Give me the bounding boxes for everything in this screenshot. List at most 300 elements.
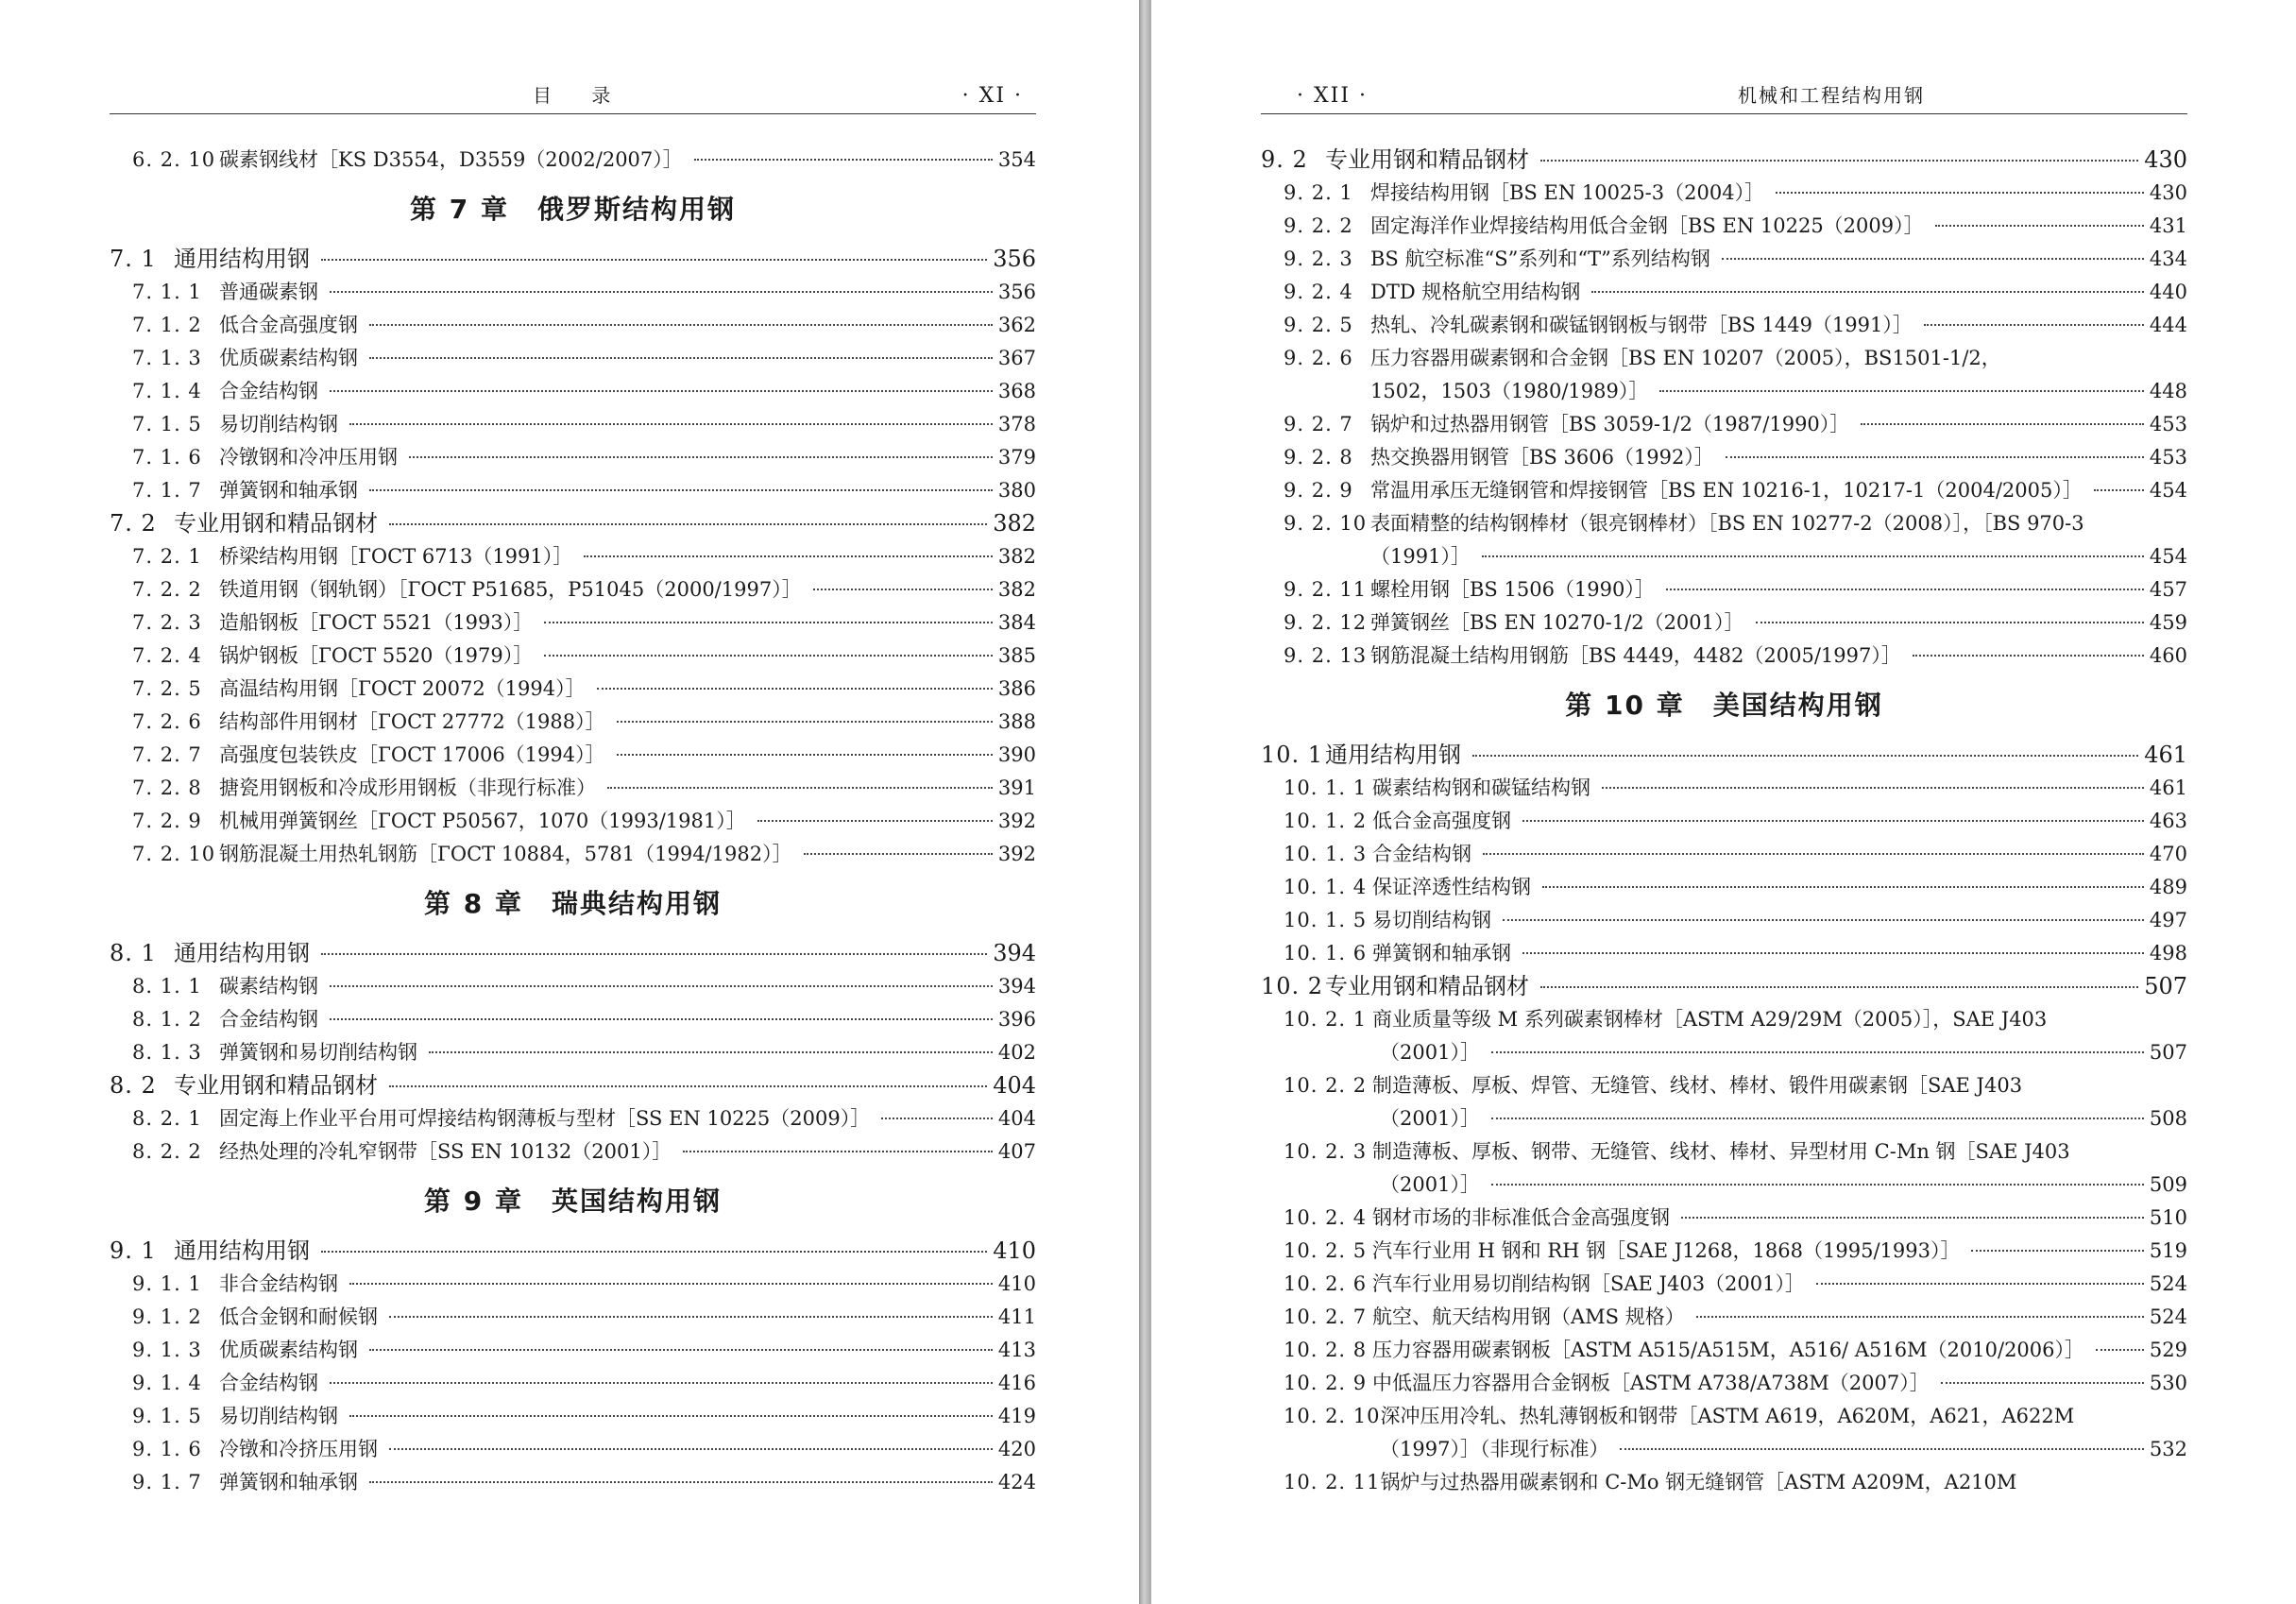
dot-leader <box>389 1085 987 1087</box>
entry-title: 通用结构用钢 <box>1325 742 1461 768</box>
dot-leader <box>813 589 993 590</box>
entry-page-number: 392 <box>997 810 1036 832</box>
entry-number: 9. 2. 1 <box>1284 181 1353 204</box>
entry-page-number: 392 <box>997 843 1036 865</box>
entry-title: 机械用弹簧钢丝［ГОСТ Р50567，1070（1993/1981）］ <box>219 810 746 832</box>
toc-subsection-entry[interactable] <box>110 1268 1036 1301</box>
entry-title: 专业用钢和精品钢材 <box>174 1072 378 1099</box>
dot-leader <box>349 1415 993 1417</box>
entry-title: 中低温压力容器用合金钢板［ASTM A738/A738M（2007）］ <box>1372 1372 1930 1394</box>
toc-subsection-entry[interactable] <box>110 706 1036 739</box>
toc-subsection-entry[interactable] <box>1261 1334 2187 1367</box>
entry-page-number: 460 <box>2149 644 2187 667</box>
entry-title: 1502，1503（1980/1989）］ <box>1370 380 1649 402</box>
toc-subsection-entry[interactable] <box>110 1301 1036 1334</box>
entry-title: 专业用钢和精品钢材 <box>1325 973 1529 999</box>
entry-page-number: 419 <box>997 1405 1036 1427</box>
entry-title: 通用结构用钢 <box>174 246 310 272</box>
entry-number: 9. 2. 11 <box>1284 578 1368 601</box>
entry-number: 8. 2. 2 <box>132 1140 202 1163</box>
entry-page-number: 378 <box>997 413 1036 435</box>
entry-number: 10. 1. 6 <box>1284 942 1368 964</box>
dot-leader <box>409 456 993 458</box>
entry-number: 7. 2. 9 <box>132 810 202 832</box>
entry-number: 7. 1. 4 <box>132 380 202 402</box>
entry-page-number: 390 <box>997 743 1036 766</box>
dot-leader <box>1522 820 2144 822</box>
entry-title: 普通碳素钢 <box>219 281 318 303</box>
dot-leader <box>369 1481 993 1483</box>
entry-number: 7. 1. 1 <box>132 281 202 303</box>
entry-title: 桥梁结构用钢［ГОСТ 6713（1991）］ <box>219 545 573 568</box>
toc-subsection-entry[interactable] <box>1261 1202 2187 1235</box>
dot-leader <box>804 853 993 855</box>
toc-subsection-entry[interactable] <box>1261 408 2187 441</box>
dot-leader <box>330 985 993 987</box>
entry-title: 弹簧钢和轴承钢 <box>219 479 358 502</box>
entry-page-number: 434 <box>2149 247 2187 270</box>
toc-section-entry[interactable] <box>110 1235 1036 1268</box>
entry-page-number: 508 <box>2149 1107 2187 1130</box>
toc-subsection-entry[interactable] <box>110 474 1036 507</box>
entry-title: 通用结构用钢 <box>174 1237 310 1264</box>
dot-leader <box>1681 1217 2144 1219</box>
entry-title: 冷镦和冷挤压用钢 <box>219 1438 378 1460</box>
toc-subsection-entry[interactable] <box>1261 937 2187 970</box>
entry-title: 专业用钢和精品钢材 <box>174 510 378 537</box>
entry-title: 锅炉和过热器用钢管［BS 3059-1/2（1987/1990）］ <box>1370 413 1850 435</box>
entry-title: 钢筋混凝土结构用钢筋［BS 4449，4482（2005/1997）］ <box>1370 644 1901 667</box>
entry-number: 7. 1 <box>110 246 157 272</box>
entry-title: 合金结构钢 <box>1372 843 1471 865</box>
dot-leader <box>1941 1382 2144 1384</box>
toc-entry-continuation[interactable] <box>1261 375 2187 408</box>
entry-number: 7. 2. 7 <box>132 743 202 766</box>
toc-subsection-entry[interactable] <box>1261 606 2187 640</box>
right-page-header <box>1261 83 2187 114</box>
header-title: 目 录 <box>533 84 628 107</box>
toc-subsection-entry[interactable] <box>1261 1367 2187 1400</box>
entry-title: DTD 规格航空用结构钢 <box>1370 281 1581 303</box>
entry-title: 通用结构用钢 <box>174 940 310 966</box>
dot-leader <box>1935 225 2144 227</box>
entry-number: 7. 2. 5 <box>132 677 202 700</box>
entry-number: 9. 2. 4 <box>1284 281 1353 303</box>
toc-subsection-entry[interactable] <box>110 640 1036 673</box>
toc-subsection-entry[interactable] <box>1261 1301 2187 1334</box>
toc-section-entry[interactable] <box>1261 970 2187 1003</box>
toc-section-entry[interactable] <box>110 507 1036 540</box>
dot-leader <box>617 721 993 723</box>
entry-number: 10. 2. 5 <box>1284 1239 1368 1262</box>
dot-leader <box>1591 291 2144 293</box>
entry-title: 合金结构钢 <box>219 1008 318 1031</box>
dot-leader <box>584 555 993 557</box>
dot-leader <box>389 1316 993 1318</box>
chapter-heading: 第 7 章 俄罗斯结构用钢 <box>410 194 736 225</box>
dot-leader <box>1540 986 2138 988</box>
entry-number: 10. 1. 3 <box>1284 843 1368 865</box>
toc-subsection-entry[interactable] <box>110 540 1036 573</box>
dot-leader <box>757 820 993 822</box>
entry-number: 10. 1 <box>1261 742 1324 768</box>
entry-number: 7. 2. 8 <box>132 776 202 799</box>
entry-number: 9. 2. 10 <box>1284 512 1368 535</box>
header-page-number: · XI · <box>961 84 1023 108</box>
toc-subsection-entry[interactable] <box>110 970 1036 1003</box>
entry-page-number: 424 <box>997 1471 1036 1493</box>
entry-number: 10. 2. 2 <box>1284 1074 1368 1097</box>
entry-page-number: 510 <box>2149 1206 2187 1229</box>
toc-subsection-entry[interactable] <box>110 1102 1036 1135</box>
dot-leader <box>1491 1184 2144 1186</box>
entry-number: 9. 2. 3 <box>1284 247 1353 270</box>
dot-leader <box>369 489 993 491</box>
entry-title: 螺栓用钢［BS 1506（1990）］ <box>1370 578 1655 601</box>
entry-page-number: 407 <box>997 1140 1036 1163</box>
entry-number: 10. 2. 6 <box>1284 1272 1368 1295</box>
toc-subsection-entry[interactable] <box>110 573 1036 606</box>
entry-number: 9. 1. 6 <box>132 1438 202 1460</box>
entry-page-number: 507 <box>2149 1041 2187 1064</box>
entry-page-number: 380 <box>997 479 1036 502</box>
dot-leader <box>1861 423 2144 425</box>
entry-number: 8. 2 <box>110 1072 157 1099</box>
entry-title: 压力容器用碳素钢板［ASTM A515/A515M，A516/ A516M（2010/2006）］ <box>1372 1339 2085 1361</box>
entry-title: （2001）］ <box>1380 1041 1480 1064</box>
toc-entry-continuation[interactable] <box>1261 1036 2187 1069</box>
dot-leader <box>1816 1283 2144 1285</box>
toc-subsection-entry[interactable] <box>110 1334 1036 1367</box>
entry-title: 焊接结构用钢［BS EN 10025-3（2004）］ <box>1370 181 1765 204</box>
entry-number: 6. 2. 10 <box>132 148 216 171</box>
dot-leader <box>369 1349 993 1351</box>
dot-leader <box>321 259 987 261</box>
entry-page-number: 386 <box>997 677 1036 700</box>
dot-leader <box>1776 192 2144 194</box>
entry-title: 易切削结构钢 <box>1372 909 1491 931</box>
right-page <box>1151 0 2296 1604</box>
entry-title: （2001）］ <box>1380 1107 1480 1130</box>
dot-leader <box>349 1283 993 1285</box>
entry-page-number: 430 <box>2144 146 2187 173</box>
entry-number: 7. 2. 10 <box>132 843 216 865</box>
toc-subsection-entry[interactable] <box>110 1036 1036 1069</box>
dot-leader <box>597 688 993 690</box>
toc-subsection-entry[interactable] <box>1261 573 2187 606</box>
entry-page-number: 410 <box>993 1237 1036 1264</box>
dot-leader <box>1483 853 2144 855</box>
toc-section-entry[interactable] <box>110 243 1036 276</box>
entry-number: 9. 2. 7 <box>1284 413 1353 435</box>
toc-subsection-entry[interactable] <box>1261 1400 2187 1433</box>
toc-subsection-entry[interactable] <box>1261 177 2187 210</box>
toc-subsection-entry[interactable] <box>110 606 1036 640</box>
toc-entry-continuation[interactable] <box>1261 1169 2187 1202</box>
dot-leader <box>349 423 993 425</box>
toc-subsection-entry[interactable] <box>1261 342 2187 375</box>
dot-leader <box>881 1118 993 1119</box>
toc-subsection-entry[interactable] <box>110 739 1036 772</box>
entry-number: 7. 2. 3 <box>132 611 202 634</box>
toc-subsection-entry[interactable] <box>1261 1003 2187 1036</box>
entry-page-number: 459 <box>2149 611 2187 634</box>
entry-page-number: 454 <box>2149 479 2187 502</box>
entry-page-number: 454 <box>2149 545 2187 568</box>
toc-subsection-entry[interactable] <box>1261 640 2187 673</box>
entry-number: 7. 1. 3 <box>132 347 202 369</box>
entry-page-number: 530 <box>2149 1372 2187 1394</box>
entry-title: 高温结构用钢［ГОСТ 20072（1994）］ <box>219 677 586 700</box>
toc-subsection-entry[interactable] <box>1261 1135 2187 1169</box>
toc-subsection-entry[interactable] <box>110 805 1036 838</box>
chapter-heading: 第 10 章 美国结构用钢 <box>1565 690 1883 721</box>
entry-page-number: 411 <box>997 1305 1036 1328</box>
entry-number: 10. 2. 4 <box>1284 1206 1368 1229</box>
left-page <box>0 0 1139 1604</box>
entry-page-number: 404 <box>993 1072 1036 1099</box>
entry-title: 锅炉钢板［ГОСТ 5520（1979）］ <box>219 644 534 667</box>
toc-subsection-entry[interactable] <box>110 1003 1036 1036</box>
toc-subsection-entry[interactable] <box>1261 474 2187 507</box>
entry-title: 铁道用钢（钢轨钢）［ГОСТ Р51685，Р51045（2000/1997）］ <box>219 578 802 601</box>
entry-number: 10. 2 <box>1261 973 1324 999</box>
entry-title: 合金结构钢 <box>219 380 318 402</box>
dot-leader <box>330 390 993 392</box>
toc-subsection-entry[interactable] <box>1261 309 2187 342</box>
entry-title: 压力容器用碳素钢和合金钢［BS EN 10207（2005），BS1501-1/2， <box>1370 347 2001 369</box>
entry-title: 碳素钢线材［KS D3554，D3559（2002/2007）］ <box>219 148 683 171</box>
entry-title: 固定海洋作业焊接结构用低合金钢［BS EN 10225（2009）］ <box>1370 214 1924 237</box>
entry-page-number: 356 <box>997 281 1036 303</box>
entry-page-number: 367 <box>997 347 1036 369</box>
entry-number: 9. 2. 2 <box>1284 214 1353 237</box>
toc-subsection-entry[interactable] <box>110 673 1036 706</box>
entry-number: 7. 2 <box>110 510 157 537</box>
entry-title: 锅炉与过热器用碳素钢和 C-Mo 钢无缝钢管［ASTM A209M，A210M <box>1380 1471 2017 1493</box>
toc-entry-continuation[interactable] <box>1261 540 2187 573</box>
entry-number: 9. 1. 3 <box>132 1339 202 1361</box>
entry-number: 9. 2. 9 <box>1284 479 1353 502</box>
toc-entry-continuation[interactable] <box>1261 1433 2187 1466</box>
dot-leader <box>544 655 993 657</box>
entry-number: 7. 2. 4 <box>132 644 202 667</box>
toc-subsection-entry[interactable] <box>1261 441 2187 474</box>
entry-title: 合金结构钢 <box>219 1372 318 1394</box>
toc-subsection-entry[interactable] <box>110 342 1036 375</box>
toc-subsection-entry[interactable] <box>1261 210 2187 243</box>
entry-title: 易切削结构钢 <box>219 413 338 435</box>
entry-page-number: 453 <box>2149 413 2187 435</box>
entry-page-number: 413 <box>997 1339 1036 1361</box>
left-page-header <box>110 83 1036 114</box>
dot-leader <box>1666 589 2144 590</box>
entry-title: 经热处理的冷轧窄钢带［SS EN 10132（2001）］ <box>219 1140 672 1163</box>
toc-subsection-entry[interactable] <box>110 309 1036 342</box>
entry-title: 深冲压用冷轧、热轧薄钢板和钢带［ASTM A619，A620M，A621，A622M <box>1380 1405 2075 1427</box>
dot-leader <box>389 523 987 525</box>
entry-number: 7. 1. 5 <box>132 413 202 435</box>
entry-title: 制造薄板、厚板、焊管、无缝管、线材、棒材、锻件用碳素钢［SAE J403 <box>1372 1074 2023 1097</box>
entry-page-number: 509 <box>2149 1173 2187 1196</box>
entry-title: 搪瓷用钢板和冷成形用钢板（非现行标准） <box>219 776 596 799</box>
dot-leader <box>1491 1051 2144 1053</box>
toc-section-entry[interactable] <box>110 1069 1036 1102</box>
toc-subsection-entry[interactable] <box>1261 838 2187 871</box>
entry-page-number: 519 <box>2149 1239 2187 1262</box>
chapter-heading: 第 8 章 瑞典结构用钢 <box>424 888 722 919</box>
entry-page-number: 470 <box>2149 843 2187 865</box>
entry-page-number: 382 <box>993 510 1036 537</box>
entry-page-number: 420 <box>997 1438 1036 1460</box>
toc-subsection-entry[interactable] <box>110 838 1036 871</box>
dot-leader <box>1491 1118 2144 1119</box>
toc-subsection-entry[interactable] <box>110 772 1036 805</box>
entry-page-number: 382 <box>997 578 1036 601</box>
entry-page-number: 410 <box>997 1272 1036 1295</box>
toc-section-entry[interactable] <box>1261 739 2187 772</box>
entry-number: 8. 1. 2 <box>132 1008 202 1031</box>
entry-title: 常温用承压无缝钢管和焊接钢管［BS EN 10216-1，10217-1（2004/2005）］ <box>1370 479 2083 502</box>
entry-title: 钢材市场的非标准低合金高强度钢 <box>1372 1206 1670 1229</box>
entry-page-number: 416 <box>997 1372 1036 1394</box>
entry-page-number: 404 <box>997 1107 1036 1130</box>
entry-page-number: 489 <box>2149 876 2187 898</box>
entry-number: 10. 2. 11 <box>1284 1471 1381 1493</box>
toc-subsection-entry[interactable] <box>1261 1235 2187 1268</box>
entry-number: 10. 2. 8 <box>1284 1339 1368 1361</box>
toc-subsection-entry[interactable] <box>110 375 1036 408</box>
dot-leader <box>2094 489 2144 491</box>
toc-subsection-entry[interactable] <box>1261 1466 2187 1499</box>
header-title: 机械和工程结构用钢 <box>1738 84 1925 107</box>
entry-number: 7. 2. 1 <box>132 545 202 568</box>
toc-subsection-entry[interactable] <box>110 1466 1036 1499</box>
entry-title: （1991）］ <box>1370 545 1471 568</box>
dot-leader <box>330 1382 993 1384</box>
dot-leader <box>330 291 993 293</box>
dot-leader <box>321 1251 987 1253</box>
entry-title: 表面精整的结构钢棒材（银亮钢棒材）［BS EN 10277-2（2008）］，［BS 970-3 <box>1370 512 2084 535</box>
entry-number: 7. 2. 2 <box>132 578 202 601</box>
dot-leader <box>1472 755 2138 757</box>
entry-title: 弹簧钢丝［BS EN 10270-1/2（2001）］ <box>1370 611 1744 634</box>
header-page-number: · XII · <box>1297 84 1369 108</box>
toc-subsection-entry[interactable] <box>110 1135 1036 1169</box>
entry-number: 10. 1. 4 <box>1284 876 1368 898</box>
entry-title: 造船钢板［ГОСТ 5521（1993）］ <box>219 611 534 634</box>
toc-subsection-entry[interactable] <box>110 1367 1036 1400</box>
entry-page-number: 457 <box>2149 578 2187 601</box>
toc-subsection-entry[interactable] <box>1261 507 2187 540</box>
toc-subsection-entry[interactable] <box>1261 276 2187 309</box>
entry-number: 9. 2. 5 <box>1284 314 1353 336</box>
dot-leader <box>1756 622 2144 623</box>
entry-title: 固定海上作业平台用可焊接结构钢薄板与型材［SS EN 10225（2009）］ <box>219 1107 871 1130</box>
entry-page-number: 453 <box>2149 446 2187 469</box>
toc-subsection-entry[interactable] <box>110 1400 1036 1433</box>
entry-page-number: 382 <box>997 545 1036 568</box>
entry-number: 7. 1. 2 <box>132 314 202 336</box>
entry-page-number: 431 <box>2149 214 2187 237</box>
dot-leader <box>683 1151 993 1152</box>
entry-number: 9. 2. 8 <box>1284 446 1353 469</box>
toc-subsection-entry[interactable] <box>1261 871 2187 904</box>
toc-subsection-entry[interactable] <box>1261 243 2187 276</box>
entry-title: 热交换器用钢管［BS 3606（1992）］ <box>1370 446 1714 469</box>
entry-title: 制造薄板、厚板、钢带、无缝管、线材、棒材、异型材用 C-Mn 钢［SAE J403 <box>1372 1140 2070 1163</box>
entry-number: 9. 1. 5 <box>132 1405 202 1427</box>
entry-page-number: 497 <box>2149 909 2187 931</box>
dot-leader <box>694 159 993 161</box>
entry-number: 10. 1. 2 <box>1284 810 1368 832</box>
toc-subsection-entry[interactable] <box>1261 904 2187 937</box>
toc-section-entry[interactable] <box>110 937 1036 970</box>
dot-leader <box>1913 655 2144 657</box>
toc-section-entry[interactable] <box>1261 144 2187 177</box>
toc-subsection-entry[interactable] <box>110 1433 1036 1466</box>
toc-subsection-entry[interactable] <box>110 276 1036 309</box>
toc-entry-continuation[interactable] <box>1261 1102 2187 1135</box>
toc-subsection-entry[interactable] <box>1261 1069 2187 1102</box>
entry-page-number: 524 <box>2149 1305 2187 1328</box>
entry-title: 保证淬透性结构钢 <box>1372 876 1531 898</box>
entry-page-number: 461 <box>2149 776 2187 799</box>
entry-title: 弹簧钢和易切削结构钢 <box>219 1041 417 1064</box>
entry-page-number: 354 <box>997 148 1036 171</box>
entry-title: （1997）］（非现行标准） <box>1380 1438 1609 1460</box>
entry-number: 8. 1. 1 <box>132 975 202 998</box>
entry-page-number: 385 <box>997 644 1036 667</box>
toc-subsection-entry[interactable] <box>110 144 1036 177</box>
entry-page-number: 463 <box>2149 810 2187 832</box>
entry-page-number: 524 <box>2149 1272 2187 1295</box>
dot-leader <box>1696 1316 2144 1318</box>
toc-subsection-entry[interactable] <box>1261 1268 2187 1301</box>
entry-page-number: 444 <box>2149 314 2187 336</box>
toc-subsection-entry[interactable] <box>110 408 1036 441</box>
entry-title: 低合金高强度钢 <box>1372 810 1511 832</box>
toc-subsection-entry[interactable] <box>1261 772 2187 805</box>
dot-leader <box>321 953 987 955</box>
entry-number: 10. 2. 3 <box>1284 1140 1368 1163</box>
entry-title: 专业用钢和精品钢材 <box>1325 146 1529 173</box>
entry-title: 汽车行业用 H 钢和 RH 钢［SAE J1268，1868（1995/1993）］ <box>1372 1239 1961 1262</box>
entry-number: 10. 2. 9 <box>1284 1372 1368 1394</box>
entry-title: 非合金结构钢 <box>219 1272 338 1295</box>
entry-number: 7. 2. 6 <box>132 710 202 733</box>
entry-page-number: 448 <box>2149 380 2187 402</box>
toc-subsection-entry[interactable] <box>1261 805 2187 838</box>
entry-number: 10. 1. 1 <box>1284 776 1368 799</box>
dot-leader <box>1540 160 2138 162</box>
dot-leader <box>1659 390 2144 392</box>
dot-leader <box>2096 1349 2144 1351</box>
entry-title: 碳素结构钢 <box>219 975 318 998</box>
dot-leader <box>1726 456 2144 458</box>
entry-number: 10. 1. 5 <box>1284 909 1368 931</box>
entry-number: 10. 2. 7 <box>1284 1305 1368 1328</box>
entry-title: 碳素结构钢和碳锰结构钢 <box>1372 776 1590 799</box>
dot-leader <box>1722 258 2144 260</box>
dot-leader <box>1602 787 2144 789</box>
chapter-heading: 第 9 章 英国结构用钢 <box>424 1186 722 1217</box>
entry-page-number: 388 <box>997 710 1036 733</box>
dot-leader <box>1482 555 2144 557</box>
dot-leader <box>607 787 993 789</box>
dot-leader <box>1503 919 2144 921</box>
toc-subsection-entry[interactable] <box>110 441 1036 474</box>
